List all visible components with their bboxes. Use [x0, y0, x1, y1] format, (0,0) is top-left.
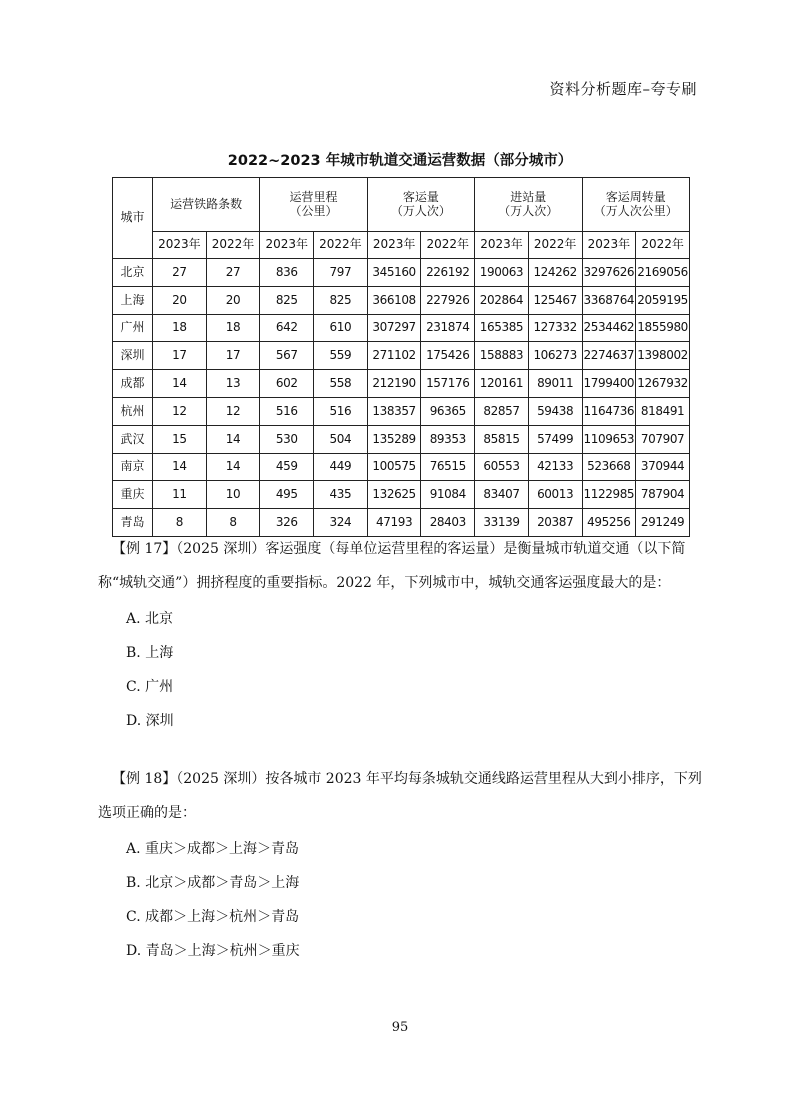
city-cell: 北京	[113, 259, 153, 287]
city-cell: 成都	[113, 370, 153, 398]
option-b[interactable]: B. 上海	[126, 645, 174, 661]
city-cell: 深圳	[113, 342, 153, 370]
table-row	[113, 370, 690, 398]
value-cell: 449	[314, 453, 368, 481]
city-cell: 武汉	[113, 425, 153, 453]
city-cell: 广州	[113, 314, 153, 342]
value-cell: 120161	[475, 370, 529, 398]
option-d[interactable]: D. 深圳	[126, 713, 174, 729]
value-cell: 82857	[475, 397, 529, 425]
option-b[interactable]: B. 北京＞成都＞青岛＞上海	[126, 875, 300, 891]
value-cell: 11	[153, 481, 207, 509]
value-cell: 8	[206, 509, 260, 537]
year-header: 2023年	[475, 232, 529, 259]
value-cell: 14	[206, 453, 260, 481]
value-cell: 157176	[421, 370, 475, 398]
year-header: 2023年	[582, 232, 636, 259]
value-cell: 20387	[528, 509, 582, 537]
question-text: 【例 17】（2025 深圳）客运强度（每单位运营里程的客运量）是衡量城市轨道交通（以下简称“城轨交通”）拥挤程度的重要指标。2022 年，下列城市中，城轨交通客运强度最大的是：	[98, 541, 686, 591]
value-cell: 2534462	[582, 314, 636, 342]
group-header: 进站量 （万人次）	[475, 178, 582, 232]
value-cell: 2059195	[636, 286, 690, 314]
value-cell: 825	[260, 286, 314, 314]
value-cell: 324	[314, 509, 368, 537]
value-cell: 57499	[528, 425, 582, 453]
value-cell: 60013	[528, 481, 582, 509]
value-cell: 226192	[421, 259, 475, 287]
value-cell: 227926	[421, 286, 475, 314]
value-cell: 212190	[367, 370, 421, 398]
year-header: 2022年	[636, 232, 690, 259]
value-cell: 12	[153, 397, 207, 425]
value-cell: 707907	[636, 425, 690, 453]
option-a[interactable]: A. 重庆＞成都＞上海＞青岛	[126, 841, 300, 857]
option-c[interactable]: C. 广州	[126, 679, 174, 695]
value-cell: 558	[314, 370, 368, 398]
value-cell: 125467	[528, 286, 582, 314]
value-cell: 47193	[367, 509, 421, 537]
value-cell: 124262	[528, 259, 582, 287]
city-column-header: 城市	[113, 178, 153, 259]
table-row	[113, 314, 690, 342]
year-header: 2022年	[421, 232, 475, 259]
option-c[interactable]: C. 成都＞上海＞杭州＞青岛	[126, 909, 300, 925]
value-cell: 42133	[528, 453, 582, 481]
value-cell: 60553	[475, 453, 529, 481]
value-cell: 106273	[528, 342, 582, 370]
group-header: 运营铁路条数	[153, 178, 260, 232]
value-cell: 271102	[367, 342, 421, 370]
value-cell: 495256	[582, 509, 636, 537]
value-cell: 14	[153, 370, 207, 398]
value-cell: 559	[314, 342, 368, 370]
value-cell: 567	[260, 342, 314, 370]
value-cell: 14	[153, 453, 207, 481]
value-cell: 1122985	[582, 481, 636, 509]
value-cell: 797	[314, 259, 368, 287]
table-row	[113, 425, 690, 453]
value-cell: 20	[153, 286, 207, 314]
value-cell: 138357	[367, 397, 421, 425]
value-cell: 435	[314, 481, 368, 509]
table-row	[113, 342, 690, 370]
question-17	[98, 532, 710, 738]
table-row	[113, 397, 690, 425]
value-cell: 83407	[475, 481, 529, 509]
value-cell: 15	[153, 425, 207, 453]
data-table	[112, 177, 690, 537]
value-cell: 100575	[367, 453, 421, 481]
value-cell: 20	[206, 286, 260, 314]
value-cell: 291249	[636, 509, 690, 537]
value-cell: 1855980	[636, 314, 690, 342]
value-cell: 89353	[421, 425, 475, 453]
value-cell: 27	[153, 259, 207, 287]
value-cell: 59438	[528, 397, 582, 425]
year-header: 2023年	[367, 232, 421, 259]
value-cell: 175426	[421, 342, 475, 370]
value-cell: 818491	[636, 397, 690, 425]
value-cell: 3297626	[582, 259, 636, 287]
value-cell: 135289	[367, 425, 421, 453]
value-cell: 27	[206, 259, 260, 287]
value-cell: 1799400	[582, 370, 636, 398]
running-header: 资料分析题库–夸专刷	[549, 80, 697, 98]
value-cell: 326	[260, 509, 314, 537]
value-cell: 836	[260, 259, 314, 287]
value-cell: 18	[206, 314, 260, 342]
group-header: 运营里程 （公里）	[260, 178, 367, 232]
value-cell: 642	[260, 314, 314, 342]
table-row	[113, 453, 690, 481]
value-cell: 132625	[367, 481, 421, 509]
value-cell: 158883	[475, 342, 529, 370]
value-cell: 12	[206, 397, 260, 425]
value-cell: 1109653	[582, 425, 636, 453]
value-cell: 231874	[421, 314, 475, 342]
value-cell: 602	[260, 370, 314, 398]
value-cell: 1267932	[636, 370, 690, 398]
value-cell: 504	[314, 425, 368, 453]
value-cell: 610	[314, 314, 368, 342]
page-number: 95	[391, 1020, 409, 1035]
value-cell: 495	[260, 481, 314, 509]
value-cell: 202864	[475, 286, 529, 314]
city-cell: 南京	[113, 453, 153, 481]
city-cell: 重庆	[113, 481, 153, 509]
value-cell: 28403	[421, 509, 475, 537]
value-cell: 96365	[421, 397, 475, 425]
value-cell: 190063	[475, 259, 529, 287]
table-row	[113, 259, 690, 287]
value-cell: 530	[260, 425, 314, 453]
value-cell: 2274637	[582, 342, 636, 370]
year-header: 2023年	[153, 232, 207, 259]
city-cell: 杭州	[113, 397, 153, 425]
group-header: 客运周转量 （万人次公里）	[582, 178, 690, 232]
value-cell: 366108	[367, 286, 421, 314]
value-cell: 787904	[636, 481, 690, 509]
value-cell: 91084	[421, 481, 475, 509]
value-cell: 516	[260, 397, 314, 425]
group-header: 客运量 （万人次）	[367, 178, 474, 232]
table-row	[113, 286, 690, 314]
value-cell: 14	[206, 425, 260, 453]
table-row	[113, 481, 690, 509]
option-d[interactable]: D. 青岛＞上海＞杭州＞重庆	[126, 943, 300, 959]
value-cell: 345160	[367, 259, 421, 287]
value-cell: 523668	[582, 453, 636, 481]
year-header: 2022年	[314, 232, 368, 259]
value-cell: 825	[314, 286, 368, 314]
value-cell: 33139	[475, 509, 529, 537]
value-cell: 17	[206, 342, 260, 370]
value-cell: 165385	[475, 314, 529, 342]
value-cell: 3368764	[582, 286, 636, 314]
value-cell: 516	[314, 397, 368, 425]
value-cell: 1164736	[582, 397, 636, 425]
value-cell: 89011	[528, 370, 582, 398]
value-cell: 76515	[421, 453, 475, 481]
value-cell: 459	[260, 453, 314, 481]
question-text: 【例 18】（2025 深圳）按各城市 2023 年平均每条城轨交通线路运营里程从大到小排序，下列选项正确的是：	[98, 771, 702, 821]
year-header: 2023年	[260, 232, 314, 259]
year-header: 2022年	[206, 232, 260, 259]
value-cell: 13	[206, 370, 260, 398]
question-18	[98, 762, 710, 968]
value-cell: 307297	[367, 314, 421, 342]
value-cell: 17	[153, 342, 207, 370]
value-cell: 18	[153, 314, 207, 342]
city-cell: 青岛	[113, 509, 153, 537]
value-cell: 85815	[475, 425, 529, 453]
city-cell: 上海	[113, 286, 153, 314]
table-title: 2022~2023 年城市轨道交通运营数据（部分城市）	[227, 153, 573, 169]
option-a[interactable]: A. 北京	[126, 611, 174, 627]
value-cell: 10	[206, 481, 260, 509]
value-cell: 1398002	[636, 342, 690, 370]
value-cell: 2169056	[636, 259, 690, 287]
value-cell: 370944	[636, 453, 690, 481]
value-cell: 127332	[528, 314, 582, 342]
value-cell: 8	[153, 509, 207, 537]
year-header: 2022年	[528, 232, 582, 259]
